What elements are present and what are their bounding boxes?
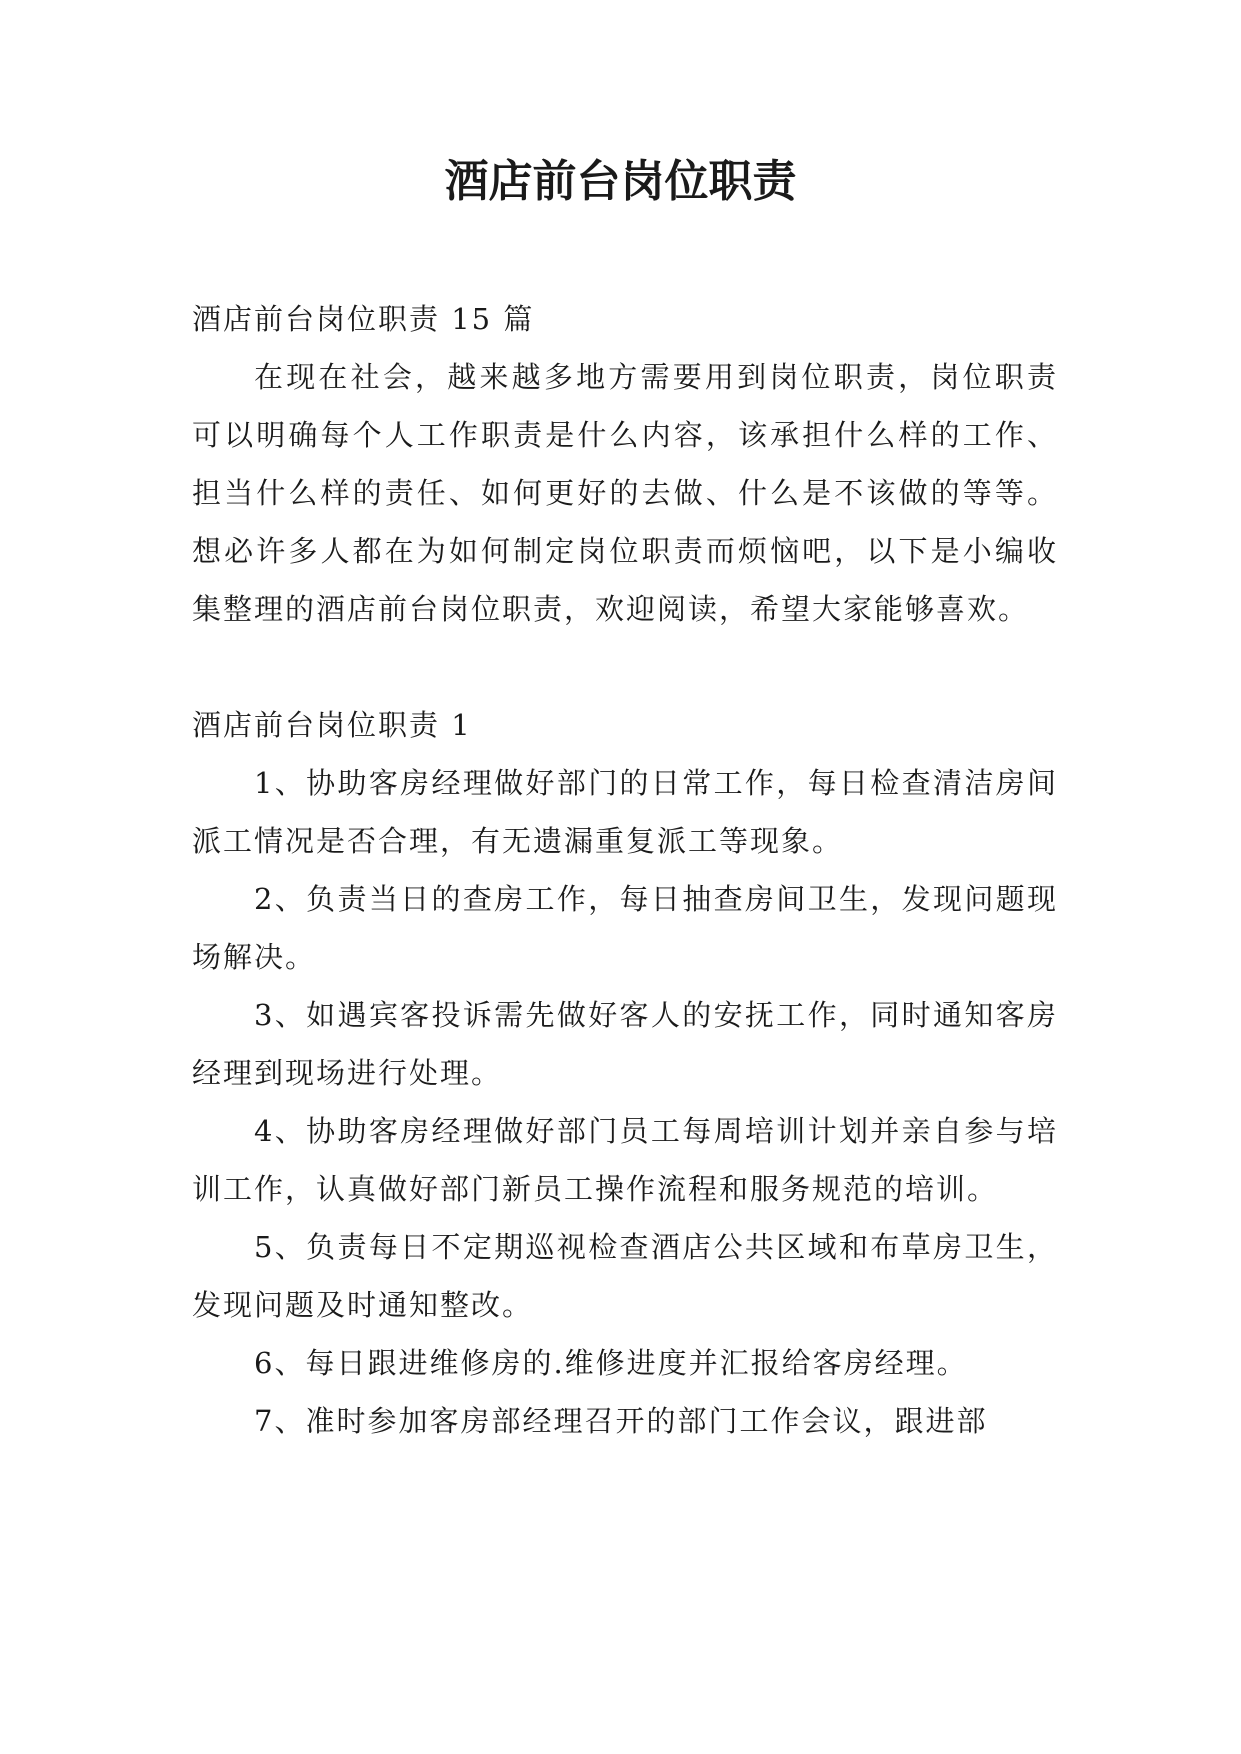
section-heading: 酒店前台岗位职责 1 bbox=[192, 708, 472, 742]
duty-item-6: 6、每日跟进维修房的.维修进度并汇报给客房经理。 bbox=[254, 1346, 968, 1380]
duty-item-3: 3、如遇宾客投诉需先做好客人的安抚工作，同时通知客房经理到现场进行处理。 bbox=[192, 998, 1058, 1090]
section-spacer bbox=[192, 638, 1058, 696]
duty-item-5: 5、负责每日不定期巡视检查酒店公共区域和布草房卫生，发现问题及时通知整改。 bbox=[192, 1230, 1058, 1322]
document-body bbox=[192, 290, 1058, 1450]
duty-item-1: 1、协助客房经理做好部门的日常工作，每日检查清洁房间派工情况是否合理，有无遗漏重复派工等现象。 bbox=[192, 766, 1058, 858]
duty-item-2: 2、负责当日的查房工作，每日抽查房间卫生，发现问题现场解决。 bbox=[192, 882, 1058, 974]
document-title: 酒店前台岗位职责 bbox=[444, 156, 797, 207]
duty-item-7: 7、准时参加客房部经理召开的部门工作会议，跟进部 bbox=[254, 1404, 988, 1438]
intro-paragraph: 在现在社会，越来越多地方需要用到岗位职责，岗位职责可以明确每个人工作职责是什么内容，该承担什么样的工作、担当什么样的责任、如何更好的去做、什么是不该做的等等。想必许多人都在为如何制定岗位职责而烦恼吧，以下是小编收集整理的酒店前台岗位职责，欢迎阅读，希望大家能够喜欢。 bbox=[192, 360, 1058, 626]
document-subtitle: 酒店前台岗位职责 15 篇 bbox=[192, 302, 535, 336]
duty-item-4: 4、协助客房经理做好部门员工每周培训计划并亲自参与培训工作，认真做好部门新员工操作流程和服务规范的培训。 bbox=[192, 1114, 1058, 1206]
